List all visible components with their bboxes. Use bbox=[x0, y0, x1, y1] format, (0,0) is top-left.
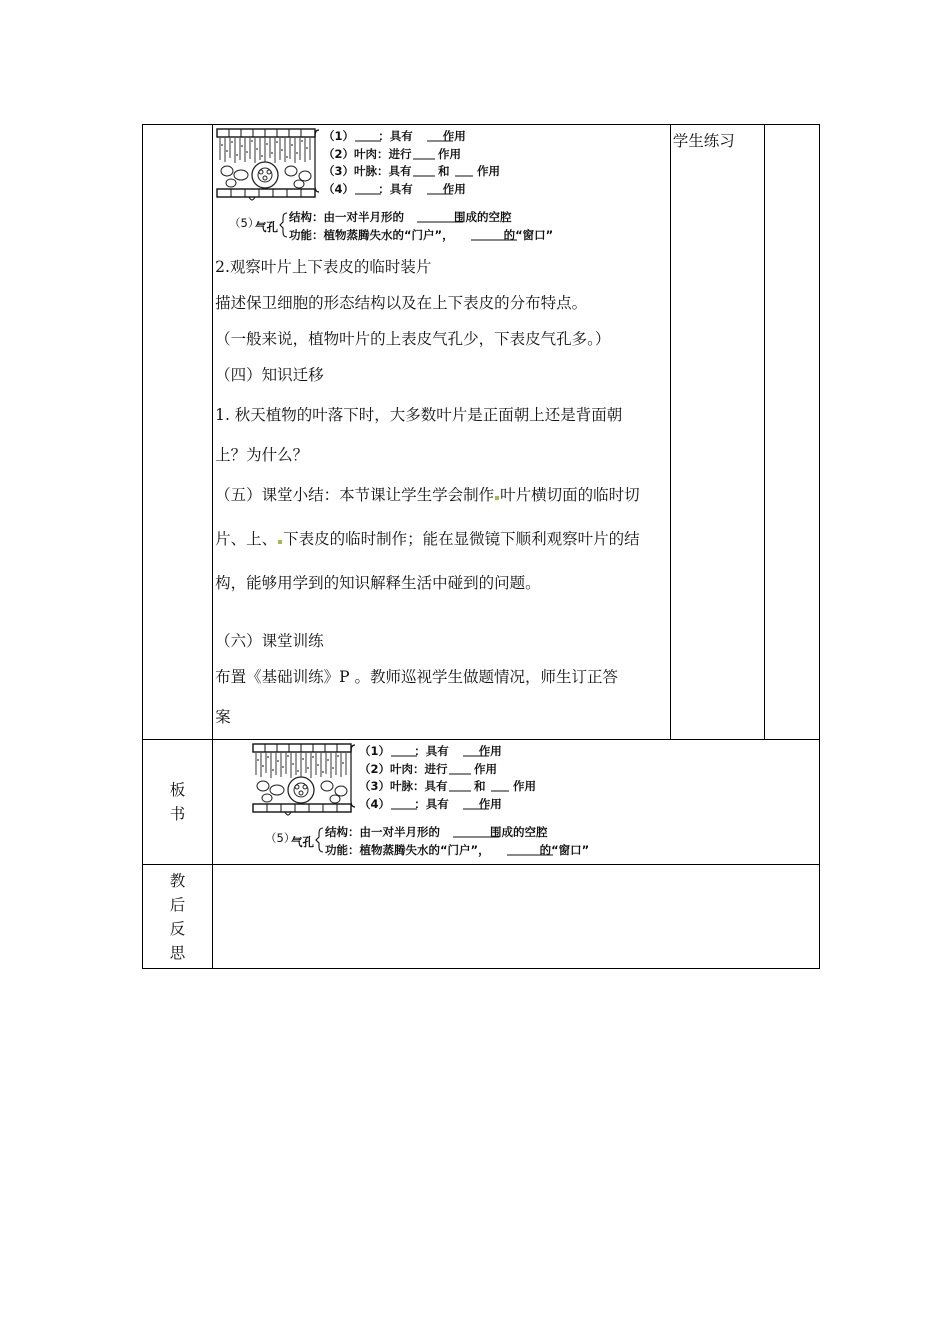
board-row bbox=[143, 740, 820, 865]
text-describe-guard-cells: 描述保卫细胞的形态结构以及在上下表皮的分布特点。 bbox=[215, 294, 588, 312]
reflection-row bbox=[143, 865, 820, 969]
svg-text:结构：由一对半月形的围成的空腔: 结构：由一对半月形的 围成的空腔 bbox=[289, 210, 512, 224]
heading-class-training: （六）课堂训练 bbox=[215, 632, 324, 650]
svg-text:（4）：具有作用: （4） ：具有 作用 bbox=[323, 182, 466, 196]
process-row bbox=[143, 125, 820, 740]
process-label-cell bbox=[143, 125, 213, 740]
svg-text:作用: 作用 bbox=[474, 762, 498, 776]
reflection-label: 教 后 反 思 bbox=[169, 871, 186, 962]
text-training-task-cont: 案 bbox=[215, 708, 231, 726]
svg-text:作用: 作用 bbox=[438, 147, 462, 161]
svg-text:（2）叶肉：进行: （2）叶肉：进行 bbox=[359, 762, 448, 776]
svg-text:作用: 作用 bbox=[513, 779, 537, 793]
svg-text:和: 和 bbox=[474, 779, 486, 793]
svg-text:（3）叶脉：具有: （3）叶脉：具有 bbox=[359, 779, 448, 793]
svg-text:（2）叶肉：进行: （2）叶肉：进行 bbox=[323, 147, 412, 161]
board-label: 板 书 bbox=[169, 781, 186, 823]
reflection-content-cell bbox=[213, 865, 820, 969]
board-leaf-diagram bbox=[251, 740, 711, 860]
board-leaf-cross-section-image bbox=[253, 744, 351, 815]
process-content-cell bbox=[213, 125, 671, 740]
side-note: 学生练习 bbox=[672, 132, 735, 150]
side-note-cell bbox=[670, 125, 764, 740]
heading-knowledge-transfer: （四）知识迁移 bbox=[215, 366, 324, 384]
text-stomata-note: （一般来说，植物叶片的上表皮气孔少，下表皮气孔多。） bbox=[215, 330, 611, 348]
svg-text:和: 和 bbox=[438, 164, 450, 178]
svg-text:（4）：具有作用: （4） ：具有 作用 bbox=[359, 797, 502, 811]
text-training-task: 布置《基础训练》P 。教师巡视学生做题情况，师生订正答 bbox=[215, 668, 618, 686]
svg-text:作用: 作用 bbox=[477, 164, 501, 178]
board-content-cell bbox=[213, 740, 820, 865]
svg-text:（5）: （5） bbox=[265, 831, 296, 845]
svg-text:气孔: 气孔 bbox=[291, 835, 315, 849]
leaf-cross-section-image bbox=[217, 129, 315, 200]
svg-text:结构：由一对半月形的围成的空腔: 结构：由一对半月形的 围成的空腔 bbox=[325, 825, 548, 839]
text-summary-line3: 构，能够用学到的知识解释生活中碰到的问题。 bbox=[215, 574, 541, 592]
svg-text:功能：植物蒸腾失水的“门户”，的“窗口”: 功能：植物蒸腾失水的“门户”， 的“窗口” bbox=[289, 228, 554, 242]
svg-text:功能：植物蒸腾失水的“门户”，的“窗口”: 功能：植物蒸腾失水的“门户”， 的“窗口” bbox=[325, 843, 590, 857]
text-summary-line1: （五）课堂小结：本节课让学生学会制作 叶片横切面的临时切 bbox=[215, 486, 640, 504]
svg-text:气孔: 气孔 bbox=[255, 220, 279, 234]
svg-text:（1）：具有作用: （1） ：具有 作用 bbox=[323, 129, 466, 143]
text-question-1-cont: 上？为什么？ bbox=[215, 446, 309, 464]
empty-cell bbox=[764, 125, 819, 740]
svg-text:（5）: （5） bbox=[229, 216, 260, 230]
svg-text:（1）：具有作用: （1） ：具有 作用 bbox=[359, 744, 502, 758]
text-question-1: 1. 秋天植物的叶落下时，大多数叶片是正面朝上还是背面朝 bbox=[215, 406, 623, 424]
board-label-cell bbox=[143, 740, 213, 865]
text-summary-line2: 片、上、 下表皮的临时制作；能在显微镜下顺利观察叶片的结 bbox=[215, 530, 640, 548]
leaf-structure-diagram bbox=[215, 125, 670, 245]
svg-text:（3）叶脉：具有: （3）叶脉：具有 bbox=[323, 164, 412, 178]
reflection-label-cell bbox=[143, 865, 213, 969]
text-observe-epidermis: 2.观察叶片上下表皮的临时装片 bbox=[215, 258, 432, 276]
diagram-brace bbox=[315, 130, 319, 192]
lesson-plan-table bbox=[142, 124, 820, 969]
